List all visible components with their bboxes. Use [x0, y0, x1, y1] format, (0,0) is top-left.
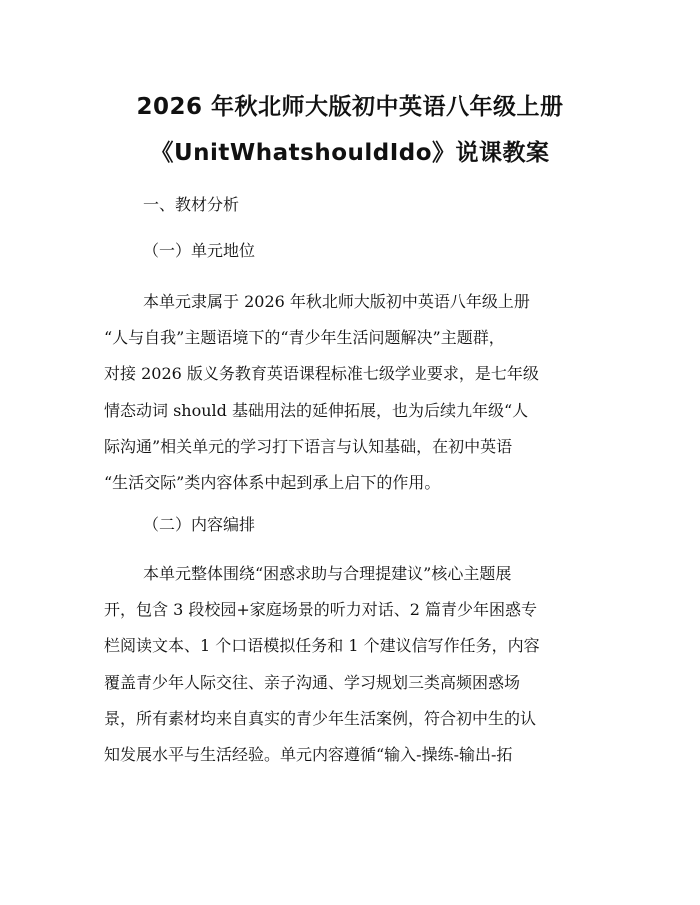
section-heading-textbook-analysis: 一、教材分析 [143, 195, 240, 214]
paragraph-line: 际沟通”相关单元的学习打下语言与认知基础，在初中英语 [104, 436, 513, 456]
paragraph-line: 对接 2026 版义务教育英语课程标准七级学业要求，是七年级 [104, 364, 539, 384]
subsection-heading-content-arrangement: （二）内容编排 [143, 515, 256, 534]
document-title-line-1: 2026 年秋北师大版初中英语八年级上册 [136, 94, 564, 120]
document-title-line-2: 《UnitWhatshouldIdo》说课教案 [150, 140, 550, 166]
paragraph-line: 覆盖青少年人际交往、亲子沟通、学习规划三类高频困惑场 [104, 672, 521, 692]
subsection-heading-unit-position: （一）单元地位 [143, 241, 256, 260]
paragraph-line: 开，包含 3 段校园+家庭场景的听力对话、2 篇青少年困惑专 [104, 600, 538, 620]
paragraph-line: 栏阅读文本、1 个口语模拟任务和 1 个建议信写作任务，内容 [104, 636, 540, 656]
paragraph-line: 景，所有素材均来自真实的青少年生活案例，符合初中生的认 [104, 708, 537, 728]
paragraph-line: “生活交际”类内容体系中起到承上启下的作用。 [104, 472, 441, 492]
paragraph-line: 本单元隶属于 2026 年秋北师大版初中英语八年级上册 [143, 292, 530, 311]
paragraph-line: 本单元整体围绕“困惑求助与合理提建议”核心主题展 [143, 564, 512, 583]
paragraph-unit-position [104, 284, 604, 501]
paragraph-line: 知发展水平与生活经验。单元内容遵循“输入-操练-输出-拓 [104, 744, 513, 764]
paragraph-line: “人与自我”主题语境下的“青少年生活问题解决”主题群， [104, 328, 505, 348]
paragraph-content-arrangement [104, 556, 604, 773]
paragraph-line: 情态动词 should 基础用法的延伸拓展，也为后续九年级“人 [104, 400, 529, 420]
